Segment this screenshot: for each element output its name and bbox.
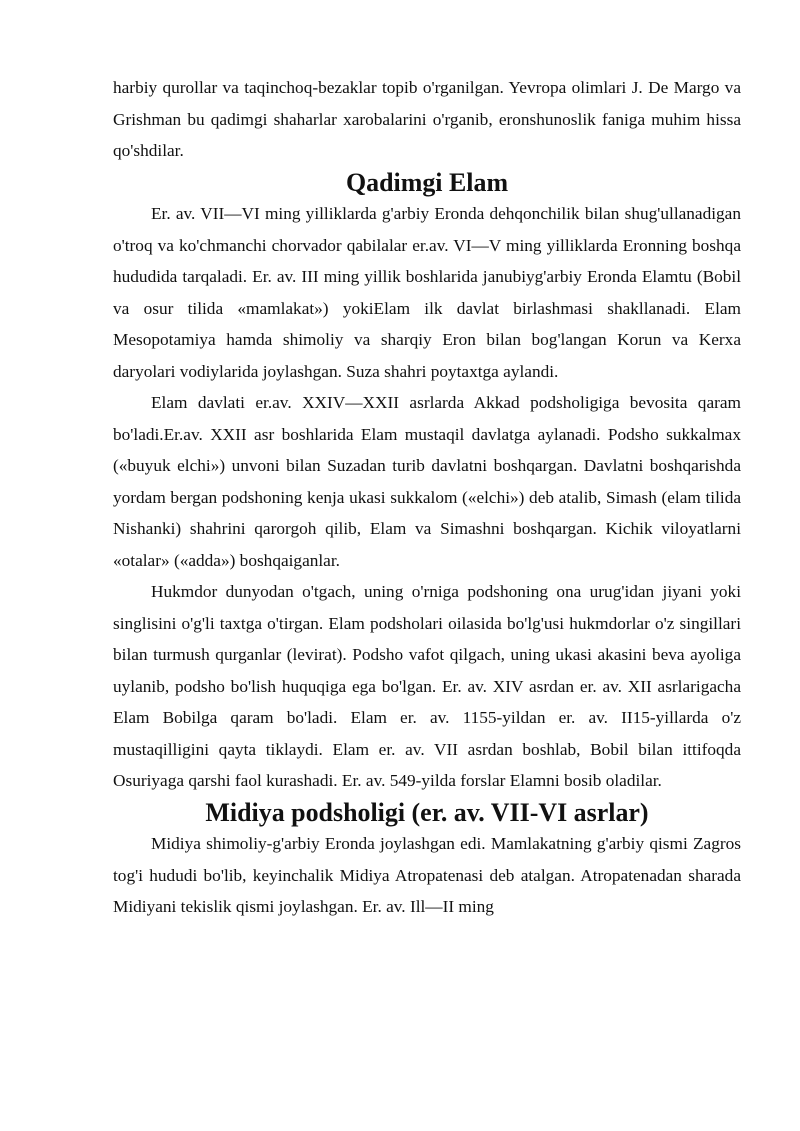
intro-paragraph: harbiy qurollar va taqinchoq-bezaklar topib o'rganilgan. Yevropa olimlari J. De Margo va Grishman bu qadimgi shaharlar xarobalarini o'rganib, eronshunoslik faniga muhim hissa qo'shdilar.: [113, 78, 741, 160]
section-heading-elam: Qadimgi Elam: [345, 167, 509, 197]
elam-paragraph-3: Hukmdor dunyodan o'tgach, uning o'rniga podshoning ona urug'idan jiyani yoki singlisini o'g'li taxtga o'tirgan. Elam podsholari oilasida bo'lg'usi hukmdorlar o'z singillari bilan turmush qurganlar (levirat). Podsho vafot qilgach, uning ukasi akasini beva ayoliga uylanib, podsho bo'lish huquqiga ega bo'lgan. Er. av. XIV asrdan er. av. XII asrlarigacha Elam Bobilga qaram bo'ladi. Elam er. av. 1155-yildan er. av. II15-yillarda o'z mustaqilligini qayta tiklaydi. Elam er. av. VII asrdan boshlab, Bobil bilan ittifoqda Osuriyaga qarshi faol kurashadi. Er. av. 549-yilda forslar Elamni bosib oladilar.: [113, 582, 741, 790]
document-page: [113, 72, 741, 923]
elam-paragraph-1: Er. av. VII—VI ming yilliklarda g'arbiy Eronda dehqonchilik bilan shug'ullanadigan o'troq va ko'chmanchi chorvador qabilalar er.av. VI—V ming yilliklarda Eronning boshqa hududida tarqaladi. Er. av. III ming yillik boshlarida janubiyg'arbiy Eronda Elamtu (Bobil va osur tilida «mamlakat») yokiElam ilk davlat birlashmasi shakllanadi. Elam Mesopotamiya hamda shimoliy va sharqiy Eron bilan bog'langan Korun va Kerxa daryolari vodiylarida joylashgan. Suza shahri poytaxtga aylandi.: [113, 204, 741, 381]
elam-paragraph-2: Elam davlati er.av. XXIV—XXII asrlarda Akkad podsholigiga bevosita qaram bo'ladi.Er.av. XXII asr boshlarida Elam mustaqil davlatga aylanadi. Podsho sukkalmax («buyuk elchi») unvoni bilan Suzadan turib davlatni boshqargan. Davlatni boshqarishda yordam bergan podshoning kenja ukasi sukkalom («elchi») deb atalib, Simash (elam tilida Nishanki) shahrini qarorgoh qilib, Elam va Simashni boshqargan. Kichik viloyatlarni «otalar» («adda») boshqaiganlar.: [113, 393, 741, 570]
section-heading-midiya: Midiya podsholigi (er. av. VII-VI asrlar): [205, 797, 649, 827]
midiya-paragraph-1: Midiya shimoliy-g'arbiy Eronda joylashgan edi. Mamlakatning g'arbiy qismi Zagros tog'i hududi bo'lib, keyinchalik Midiya Atropatenasi deb atalgan. Atropatenadan sharada Midiyani tekislik qismi joylashgan. Er. av. Ill—II ming: [113, 834, 741, 916]
